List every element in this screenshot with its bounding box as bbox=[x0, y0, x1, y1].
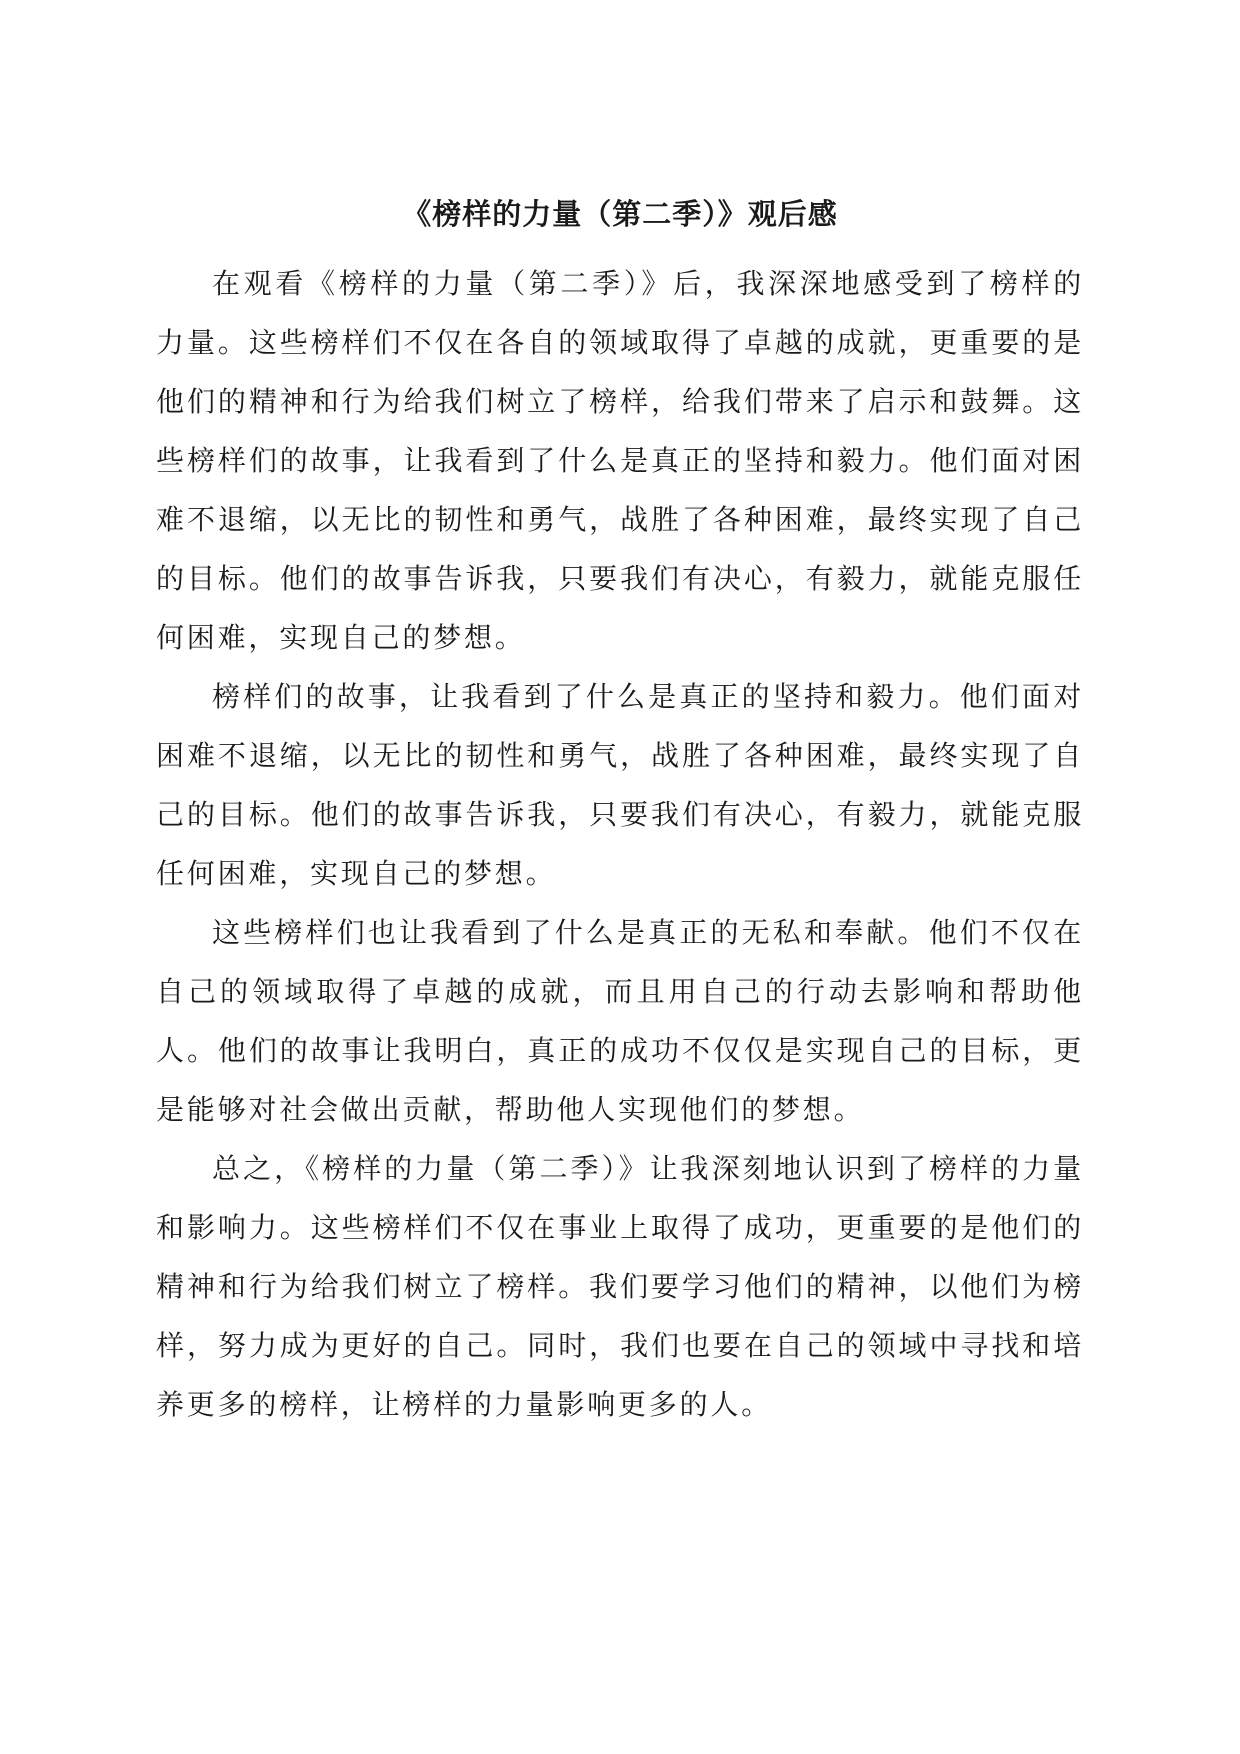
paragraph-3: 这些榜样们也让我看到了什么是真正的无私和奉献。他们不仅在自己的领域取得了卓越的成就，而且用自己的行动去影响和帮助他人。他们的故事让我明白，真正的成功不仅仅是实现自己的目标，更是能够对社会做出贡献，帮助他人实现他们的梦想。 bbox=[156, 916, 1084, 1126]
document-body bbox=[156, 254, 1084, 1434]
paragraph-4: 总之，《榜样的力量（第二季）》让我深刻地认识到了榜样的力量和影响力。这些榜样们不仅在事业上取得了成功，更重要的是他们的精神和行为给我们树立了榜样。我们要学习他们的精神，以他们为榜样，努力成为更好的自己。同时，我们也要在自己的领域中寻找和培养更多的榜样，让榜样的力量影响更多的人。 bbox=[156, 1152, 1084, 1421]
paragraph-1: 在观看《榜样的力量（第二季）》后，我深深地感受到了榜样的力量。这些榜样们不仅在各自的领域取得了卓越的成就，更重要的是他们的精神和行为给我们树立了榜样，给我们带来了启示和鼓舞。这些榜样们的故事，让我看到了什么是真正的坚持和毅力。他们面对困难不退缩，以无比的韧性和勇气，战胜了各种困难，最终实现了自己的目标。他们的故事告诉我，只要我们有决心，有毅力，就能克服任何困难，实现自己的梦想。 bbox=[156, 267, 1084, 654]
document-title: 《榜样的力量（第二季）》观后感 bbox=[402, 197, 838, 231]
paragraph-2: 榜样们的故事，让我看到了什么是真正的坚持和毅力。他们面对困难不退缩，以无比的韧性和勇气，战胜了各种困难，最终实现了自己的目标。他们的故事告诉我，只要我们有决心，有毅力，就能克服任何困难，实现自己的梦想。 bbox=[156, 680, 1084, 890]
